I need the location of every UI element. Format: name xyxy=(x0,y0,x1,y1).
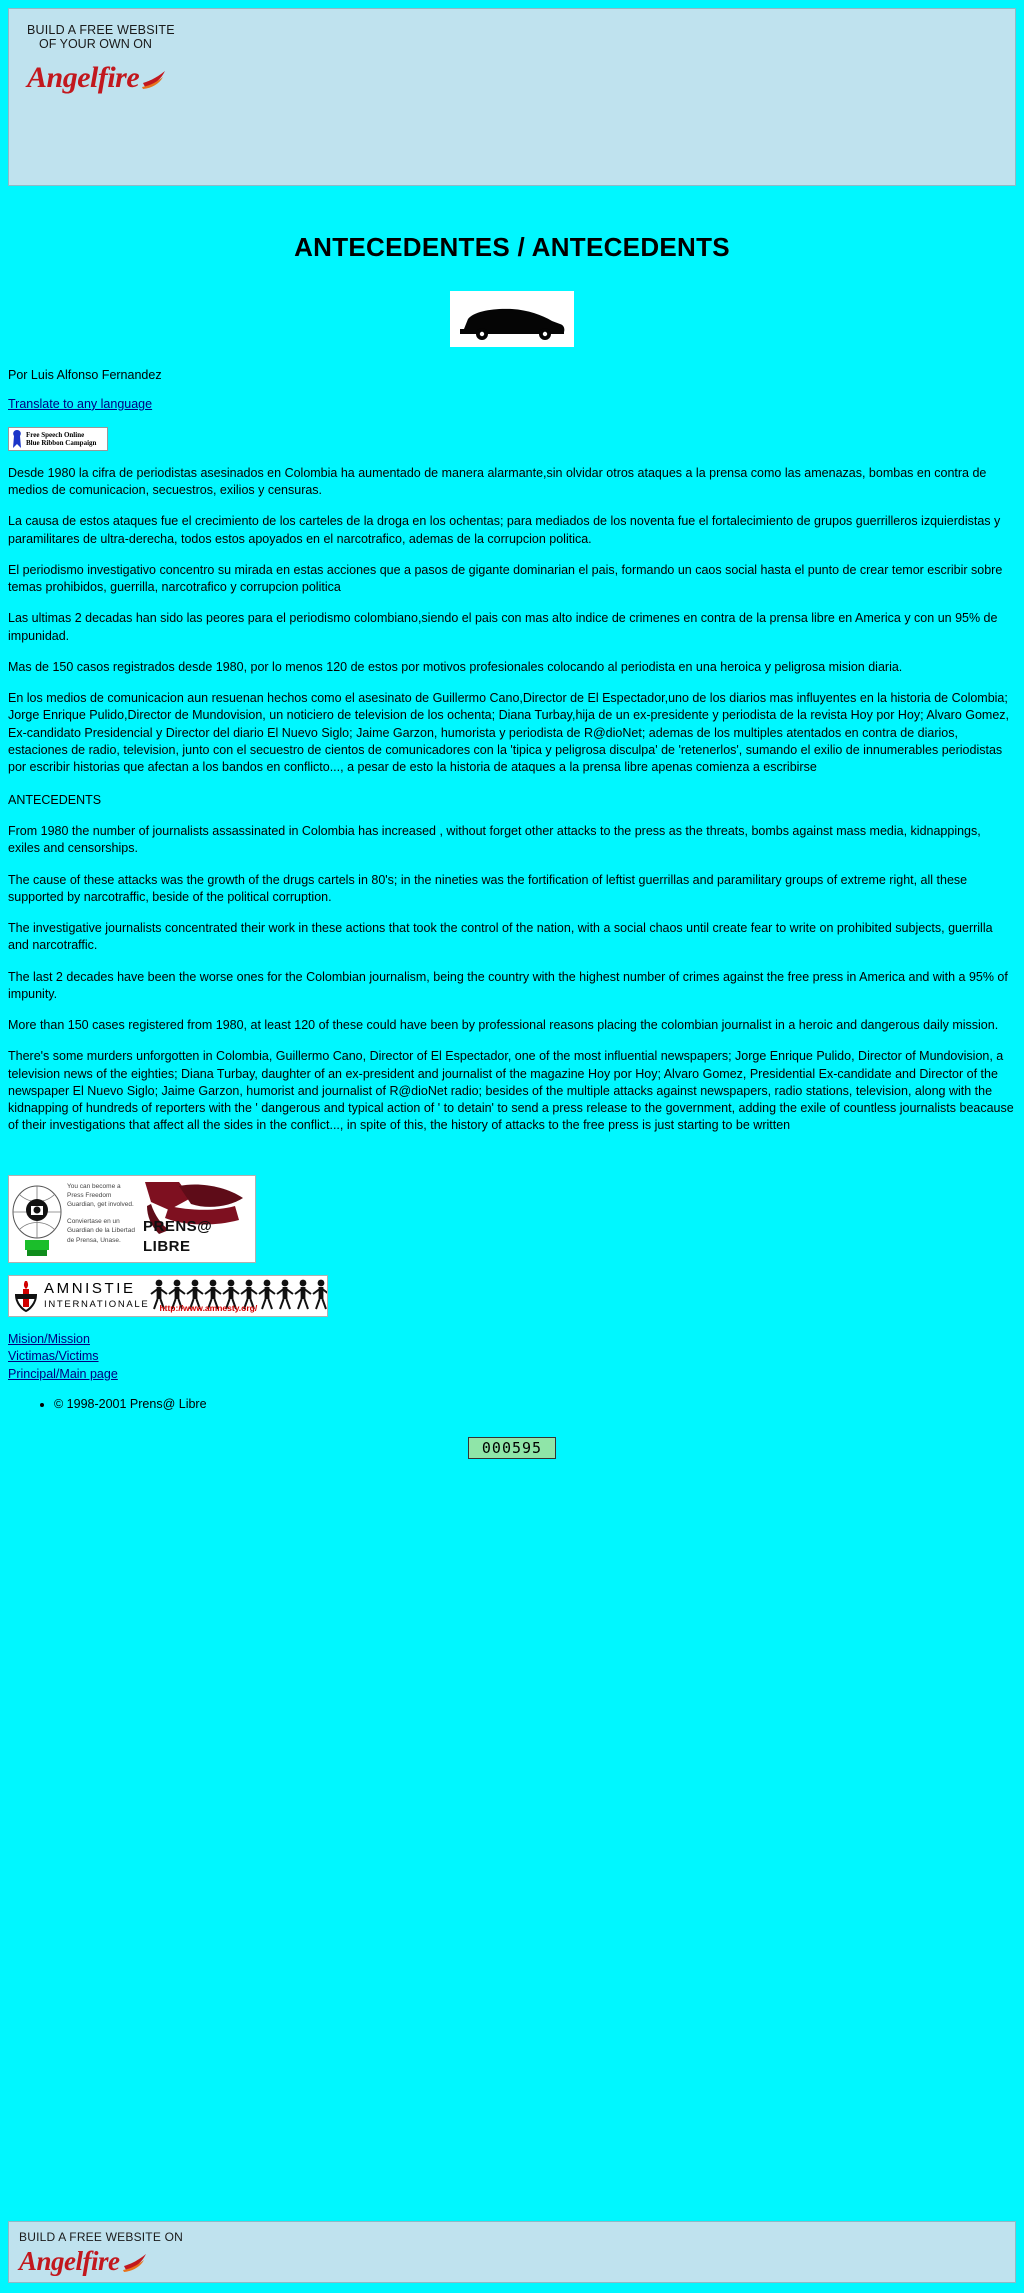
footer-flame-icon xyxy=(122,2248,148,2268)
bottom-advertisement-banner[interactable] xyxy=(8,2221,1016,2283)
top-advertisement-banner[interactable] xyxy=(8,8,1016,186)
ad-headline-line1: BUILD A FREE WEBSITE xyxy=(27,23,175,37)
bottom-spacer xyxy=(8,1459,1016,1789)
english-paragraph-3: The investigative journalists concentrated their work in these actions that took the control of the nation, with a social chaos until create fear to write on prohibited subjects, guerrilla and narcotraffic. xyxy=(8,921,993,953)
flame-icon xyxy=(141,63,167,83)
main-content xyxy=(0,367,1024,1789)
spanish-paragraph-2: La causa de estos ataques fue el crecimiento de los carteles de la droga en los ochentas; para mediados de los noventa fue el fortalecimiento de grupos guerrilleros izquierdistas y paramilitares de ultra-derecha, todos estos apoyados en el narcotrafico, ademas de la corrupcion politica. xyxy=(8,514,1001,546)
ad-headline-line2: OF YOUR OWN ON xyxy=(39,37,152,51)
counter-value: 000595 xyxy=(481,1438,543,1457)
prensa-text-english: You can become a Press Freedom Guardian, get involved. xyxy=(67,1182,134,1209)
angelfire-logo[interactable] xyxy=(27,61,167,95)
amnesty-wordmark xyxy=(44,1279,149,1312)
nav-link-victims[interactable]: Victimas/Victims xyxy=(8,1349,99,1364)
english-section-heading: ANTECEDENTS xyxy=(8,793,102,808)
spanish-paragraph-5: Mas de 150 casos registrados desde 1980, por lo menos 120 de estos por motivos profesionales colocando al periodista en una heroica y peligrosa mision diaria. xyxy=(8,659,903,674)
amnesty-url[interactable]: http://www.amnesty.org/ xyxy=(159,1303,258,1314)
blue-ribbon-campaign-badge[interactable] xyxy=(8,427,108,451)
angelfire-wordmark: Angelfire xyxy=(27,61,140,94)
amnesty-international-banner[interactable] xyxy=(8,1275,328,1317)
english-paragraph-6: There's some murders unforgotten in Colombia, Guillermo Cano, Director of El Espectador, one of the most influential newspapers; Jorge Enrique Pulido, Director of Mundovision, a television news of the eighties; Diana Turbay, daughter of an ex-president and journalist of the magazine Hoy por Hoy; Alvaro Gomez, Presidential Ex-candidate and Director of the newspaper El Nuevo Siglo; Jaime Garzon, humorist and journalist of R@dioNet radio; besides of the multiple attacks against newspapers, radio stations, television, along with the kidnapping of hundreds of reporters with the ' dangerous and typical action of ' to detain' to send a press release to the government, adding the exile of countless journalists beacause of their investigations that affect all the sides in the conflict..., in spite of this, the history of attacks to the free press is just starting to be written xyxy=(8,1049,1014,1133)
nav-link-main-page[interactable]: Principal/Main page xyxy=(8,1367,118,1382)
prensa-banner-graphic xyxy=(139,1176,255,1262)
english-paragraph-4: The last 2 decades have been the worse ones for the Colombian journalism, being the country with the highest number of crimes against the free press in America and with a 95% of impunity. xyxy=(8,969,1008,1001)
footer-angelfire-wordmark: Angelfire xyxy=(19,2246,120,2276)
page-title: ANTECEDENTES / ANTECEDENTS xyxy=(294,232,730,262)
blue-ribbon-line1: Free Speech Online xyxy=(26,430,85,439)
blue-ribbon-line2: Blue Ribbon Campaign xyxy=(26,438,97,447)
copyright-list xyxy=(8,1396,1016,1413)
amnesty-line2: INTERNATIONALE xyxy=(44,1299,150,1311)
blue-ribbon-icon xyxy=(11,429,23,449)
translate-link[interactable]: Translate to any language xyxy=(8,396,153,411)
site-navigation xyxy=(8,1331,1016,1384)
prensa-libre-banner[interactable] xyxy=(8,1175,256,1263)
english-paragraph-2: The cause of these attacks was the growth of the drugs cartels in 80's; in the nineties was the fortification of leftist guerrillas and paramilitary groups of extreme right, all these supported by narcotraffic, beside of the political corruption. xyxy=(8,872,968,904)
spanish-paragraph-4: Las ultimas 2 decadas han sido las peores para el periodismo colombiano,siendo el pais con mas alto indice de crimenes en contra de la prensa libre en America y con un 95% de impunidad. xyxy=(8,611,998,643)
prensa-libre-label: PRENS@ LIBRE xyxy=(143,1218,213,1256)
copyright-text: • © 1998-2001 Prens@ Libre xyxy=(54,1396,1016,1413)
spanish-paragraph-1: Desde 1980 la cifra de periodistas asesinados en Colombia ha aumentado de manera alarmante,sin olvidar otros ataques a la prensa como las amenazas, bombas en contra de medios de comunicacion, secuestros, exilios y censuras. xyxy=(8,465,987,497)
spanish-paragraph-6: En los medios de comunicacion aun resuenan hechos como el asesinato de Guillermo Cano,Director de El Espectador,uno de los diarios mas influyentes en la historia de Colombia; Jorge Enrique Pulido,Director de Mundovision, un noticiero de television de los ochenta; Diana Turbay,hija de un ex-presidente y periodista de la revista Hoy por Hoy; Alvaro Gomez, Ex-candidato Presidencial y Director del diario El Nuevo Siglo; Jaime Garzon, humorista y periodista de R@dioNet; ademas de los multiples atentados en contra de diarios, estaciones de radio, television, junto con el secuestro de cientos de comunicadores con la 'tipica y peligrosa disculpa' de 'retenerlos', sumando el exilio de innumerables periodistas por escribir historias que afectan a los bandos en conflicto..., a pesar de esto la historia de ataques a la prensa libre apenas comienza a escribirse xyxy=(8,691,1010,774)
blue-ribbon-text xyxy=(26,431,96,447)
nav-link-mission[interactable]: Mision/Mission xyxy=(8,1331,90,1346)
footer-angelfire-logo[interactable] xyxy=(19,2246,148,2277)
footer-ad-headline: BUILD A FREE WEBSITE ON xyxy=(19,2230,183,2244)
amnesty-line1: AMNISTIE xyxy=(44,1280,136,1298)
visitor-counter xyxy=(468,1437,556,1459)
english-paragraph-1: From 1980 the number of journalists assassinated in Colombia has increased , without forget other attacks to the press as the threats, bombs against mass media, kidnappings, exiles and censorships. xyxy=(8,824,981,856)
prensa-banner-text xyxy=(65,1176,139,1262)
english-paragraph-5: More than 150 cases registered from 1980, at least 120 of these could have been by professional reasons placing the colombian journalist in a heroic and dangerous daily mission. xyxy=(8,1018,999,1033)
black-car-image xyxy=(450,291,574,347)
press-freedom-guardian-icon xyxy=(9,1176,65,1262)
amnesty-people-chain-graphic xyxy=(149,1276,327,1316)
prensa-text-spanish: Conviertase en un Guardian de la Libertad de Prensa, Unase. xyxy=(67,1217,135,1244)
spanish-paragraph-3: El periodismo investigativo concentro su mirada en estas acciones que a pasos de gigante dominarian el pais, formando un caos social hasta el punto de crear temor escribir sobre temas prohibidos, guerrilla, narcotrafico y corrupcion politica xyxy=(8,562,1003,594)
amnesty-candle-icon xyxy=(12,1279,40,1313)
byline: Por Luis Alfonso Fernandez xyxy=(8,368,162,382)
